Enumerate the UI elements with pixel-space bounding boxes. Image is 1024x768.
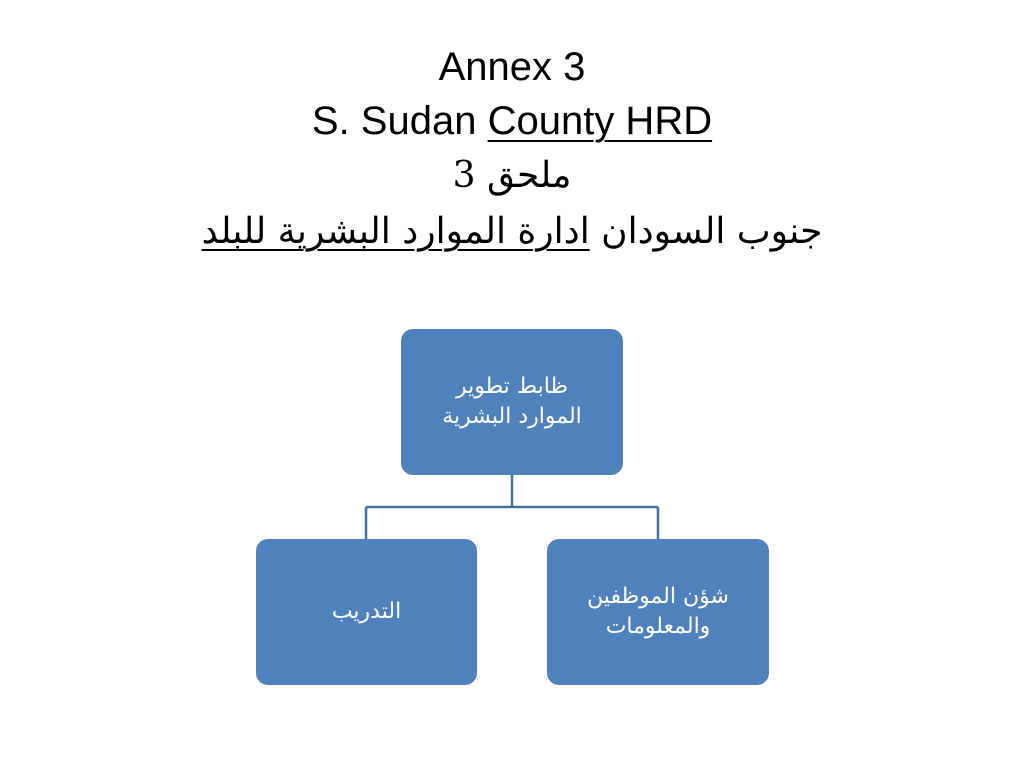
title-english-plain: S. Sudan xyxy=(311,99,488,143)
title-arabic-plain: جنوب السودان xyxy=(589,211,823,252)
title-annex: Annex 3 xyxy=(438,45,586,89)
title-english xyxy=(0,94,1024,148)
title-english-underlined: County HRD xyxy=(487,99,713,143)
org-node-personnel-information-label: شؤن الموظفين والمعلومات xyxy=(587,584,729,639)
org-node-hrd-officer-label: ظابط تطوير الموارد البشرية xyxy=(442,374,582,429)
org-node-personnel-information xyxy=(547,539,769,685)
title-arabic-annex xyxy=(0,148,1024,204)
org-node-hrd-officer xyxy=(401,329,623,475)
title-arabic-subtitle xyxy=(0,204,1024,260)
org-node-training-label: التدريب xyxy=(331,599,402,624)
title-arabic-annex-text: ملحق 3 xyxy=(452,155,572,196)
slide-title xyxy=(0,40,1024,260)
title-arabic-underlined: ادارة الموارد البشرية للبلد xyxy=(201,211,590,252)
org-node-training xyxy=(256,539,477,685)
